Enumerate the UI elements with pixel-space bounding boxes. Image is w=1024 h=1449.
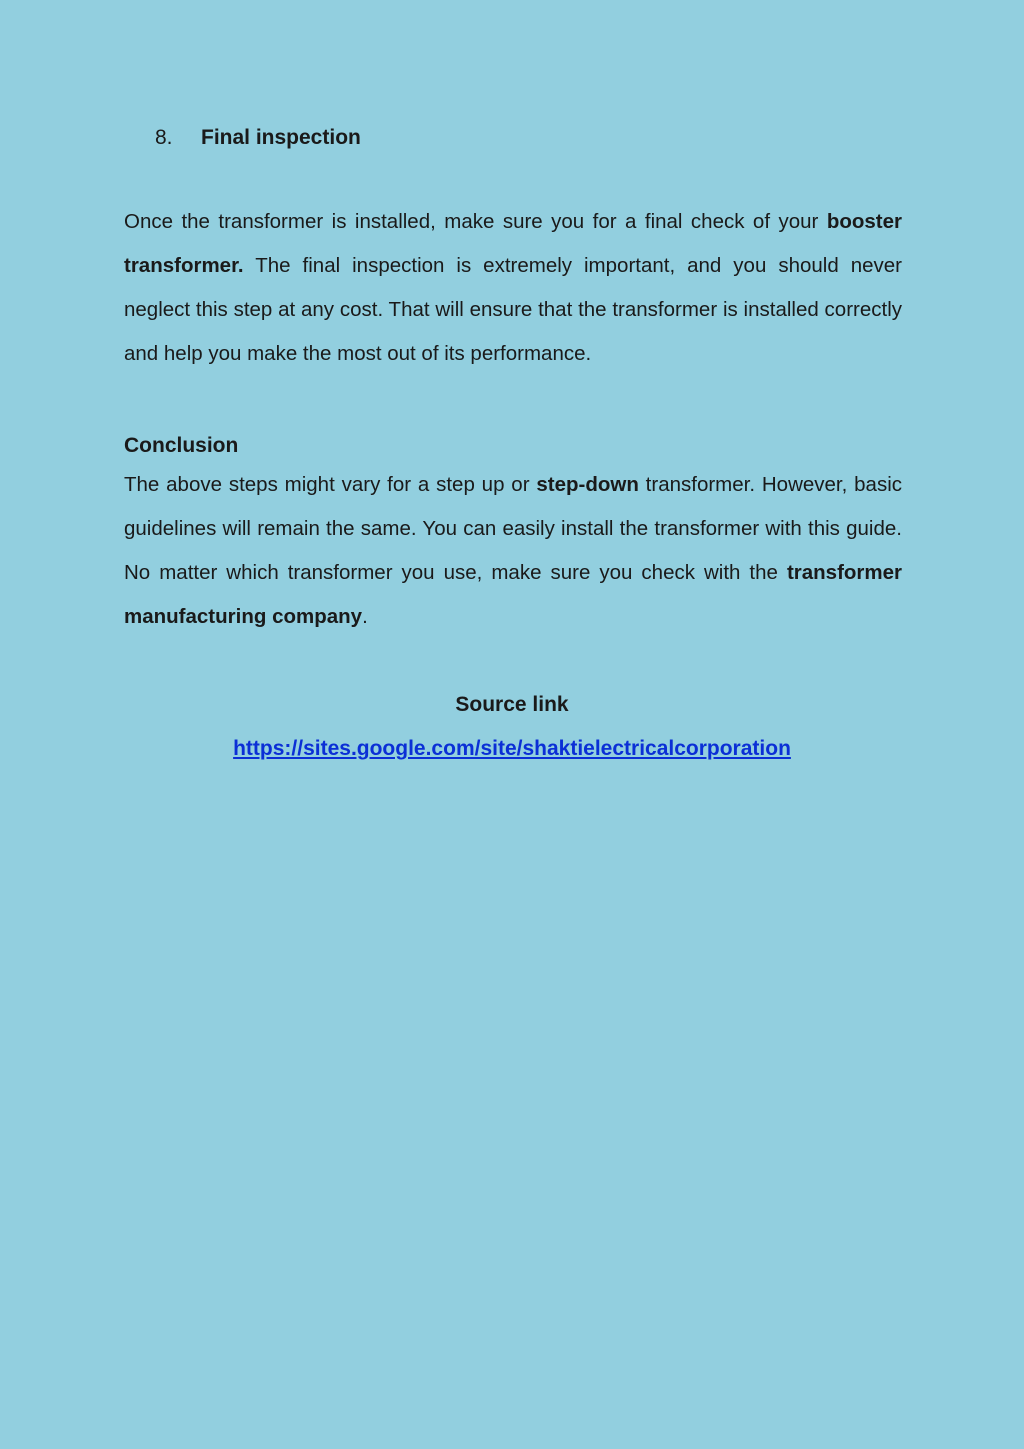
paragraph-text: The final inspection is extremely important, and you should never neglect this step at any cost. That will ensure that the transformer is installed correctly and help you make the most out of its performance. bbox=[124, 254, 902, 365]
paragraph-text: Once the transformer is installed, make sure you for a final check of your bbox=[124, 210, 827, 233]
conclusion-heading: Conclusion bbox=[124, 434, 239, 457]
conclusion-paragraph bbox=[124, 463, 902, 639]
source-link-container bbox=[0, 735, 1024, 763]
section-title: Final inspection bbox=[201, 126, 361, 149]
manufacturing-company-emphasis: transformer manufacturing company bbox=[124, 561, 902, 628]
section-heading bbox=[155, 124, 361, 152]
paragraph-text: The above steps might vary for a step up or bbox=[124, 473, 537, 496]
step-down-emphasis: step-down bbox=[536, 473, 639, 496]
final-inspection-paragraph bbox=[124, 200, 902, 376]
paragraph-text: transformer. However, basic guidelines will remain the same. You can easily install the transformer with this guide. No matter which transformer you use, make sure you check with the bbox=[124, 473, 903, 584]
source-heading: Source link bbox=[455, 693, 569, 716]
paragraph-text: . bbox=[362, 605, 368, 628]
booster-transformer-emphasis: booster transformer. bbox=[124, 210, 902, 277]
section-number: 8. bbox=[155, 126, 173, 149]
source-link[interactable]: https://sites.google.com/site/shaktielectricalcorporation bbox=[233, 737, 791, 760]
